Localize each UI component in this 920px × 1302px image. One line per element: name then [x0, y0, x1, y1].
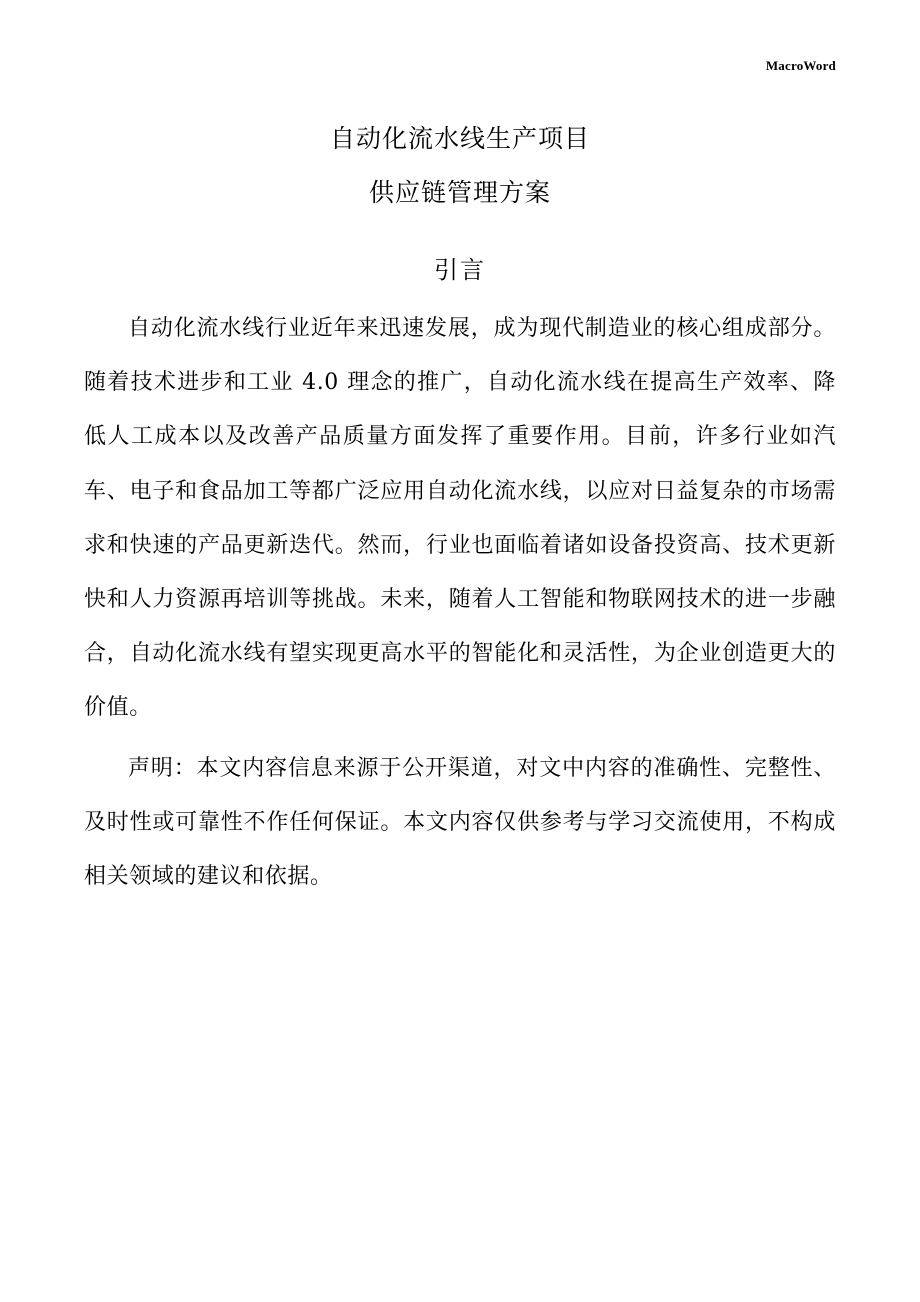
introduction-paragraph: 自动化流水线行业近年来迅速发展，成为现代制造业的核心组成部分。随着技术进步和工业 4.0 理念的推广，自动化流水线在提高生产效率、降低人工成本以及改善产品质量方面发挥了重要作用。目前，许多行业如汽车、电子和食品加工等都广泛应用自动化流水线，以应对日益复杂的市场需求和快速的产品更新迭代。然而，行业也面临着诸如设备投资高、技术更新快和人力资源再培训等挑战。未来，随着人工智能和物联网技术的进一步融合，自动化流水线有望实现更高水平的智能化和灵活性，为企业创造更大的价值。	[84, 316, 836, 721]
disclaimer-paragraph: 声明：本文内容信息来源于公开渠道，对文中内容的准确性、完整性、及时性或可靠性不作任何保证。本文内容仅供参考与学习交流使用，不构成相关领域的建议和依据。	[84, 756, 836, 890]
document-title-line-1: 自动化流水线生产项目	[329, 124, 590, 153]
introduction-body	[84, 302, 836, 736]
section-heading-introduction: 引言	[434, 256, 486, 284]
disclaimer-body	[84, 742, 836, 905]
document-title-line-2: 供应链管理方案	[368, 178, 551, 207]
header-brand: MacroWord	[765, 58, 836, 73]
